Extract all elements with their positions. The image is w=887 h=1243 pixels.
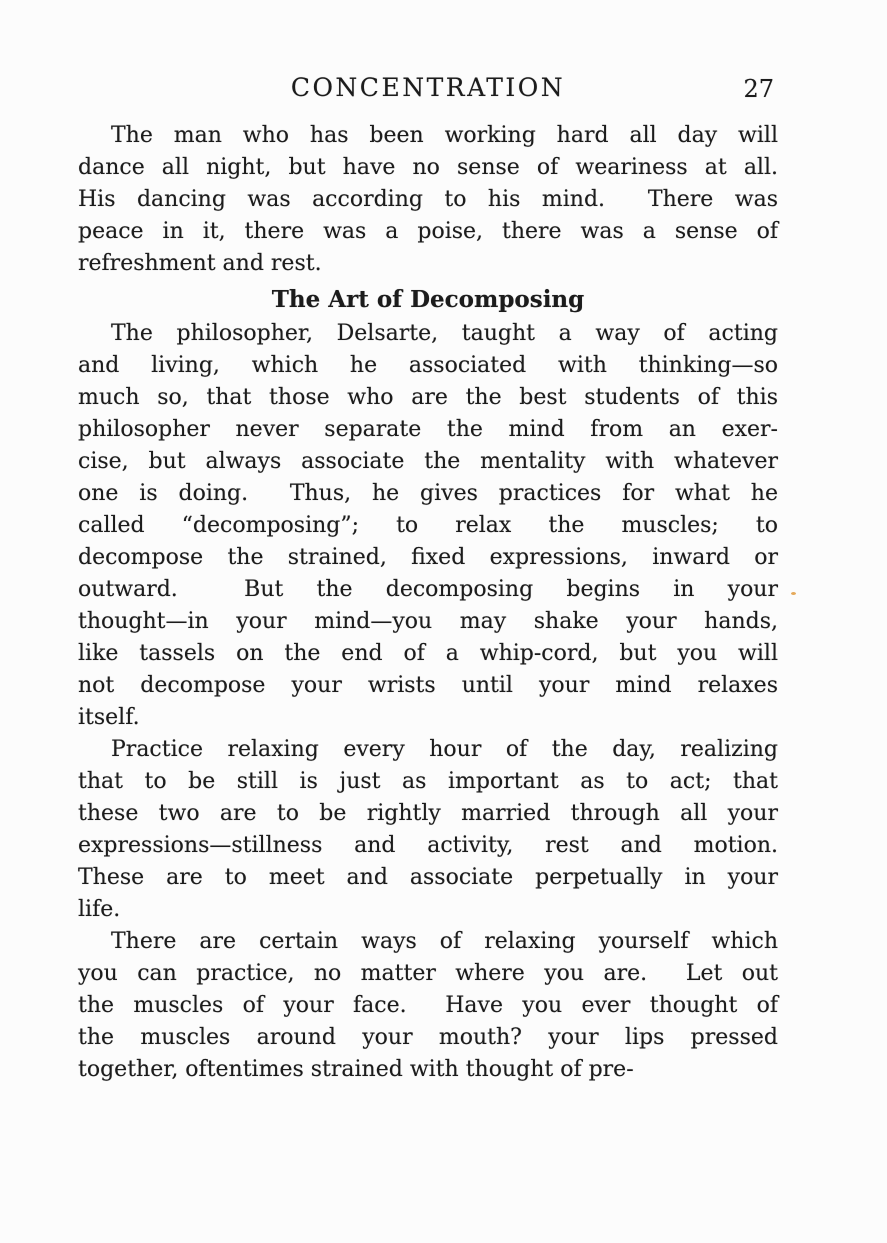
text-line: one is doing. Thus, he gives practices for what he bbox=[78, 481, 778, 506]
text-line: The philosopher, Delsarte, taught a way of acting bbox=[111, 321, 778, 346]
text-line: like tassels on the end of a whip-cord, but you will bbox=[78, 641, 778, 666]
text-line: His dancing was according to his mind. There was bbox=[78, 187, 778, 212]
text-line: the muscles around your mouth? your lips pressed bbox=[78, 1025, 778, 1050]
text-line: The man who has been working hard all day will bbox=[111, 123, 778, 148]
text-line: these two are to be rightly married through all your bbox=[78, 801, 778, 826]
running-title: CONCENTRATION bbox=[290, 73, 566, 102]
text-line: dance all night, but have no sense of weariness at all. bbox=[78, 155, 778, 180]
text-line: together, oftentimes strained with thought of pre- bbox=[78, 1057, 634, 1082]
text-line: expressions—stillness and activity, rest and motion. bbox=[78, 833, 778, 858]
paragraph bbox=[78, 926, 778, 1086]
text-line: and living, which he associated with thinking—so bbox=[78, 353, 778, 378]
text-line: decompose the strained, fixed expressions, inward or bbox=[78, 545, 778, 570]
text-line: itself. bbox=[78, 705, 140, 730]
text-line: you can practice, no matter where you are. Let out bbox=[78, 961, 778, 986]
text-line: not decompose your wrists until your mind relaxes bbox=[78, 673, 778, 698]
page-header bbox=[78, 74, 778, 104]
text-line: philosopher never separate the mind from an exer- bbox=[78, 417, 778, 442]
page-number: 27 bbox=[743, 75, 774, 103]
text-line: called “decomposing”; to relax the muscles; to bbox=[78, 513, 778, 538]
text-line: There are certain ways of relaxing yourself which bbox=[111, 929, 778, 954]
text-line: outward. But the decomposing begins in your bbox=[78, 577, 778, 602]
text-line: that to be still is just as important as to act; that bbox=[78, 769, 778, 794]
text-line: refreshment and rest. bbox=[78, 251, 322, 276]
text-line: life. bbox=[78, 897, 121, 922]
text-line: the muscles of your face. Have you ever thought of bbox=[78, 993, 778, 1018]
text-line: peace in it, there was a poise, there was a sense of bbox=[78, 219, 778, 244]
text-line: thought—in your mind—you may shake your hands, bbox=[78, 609, 778, 634]
paragraph bbox=[78, 318, 778, 734]
scan-speck bbox=[791, 592, 796, 595]
body-text bbox=[78, 120, 778, 1086]
text-line: Practice relaxing every hour of the day, realizing bbox=[111, 737, 778, 762]
paragraph bbox=[78, 120, 778, 280]
section-heading: The Art of Decomposing bbox=[271, 286, 585, 313]
text-line: These are to meet and associate perpetually in your bbox=[78, 865, 778, 890]
text-line: much so, that those who are the best students of this bbox=[78, 385, 778, 410]
paragraph bbox=[78, 734, 778, 926]
text-line: cise, but always associate the mentality with whatever bbox=[78, 449, 778, 474]
